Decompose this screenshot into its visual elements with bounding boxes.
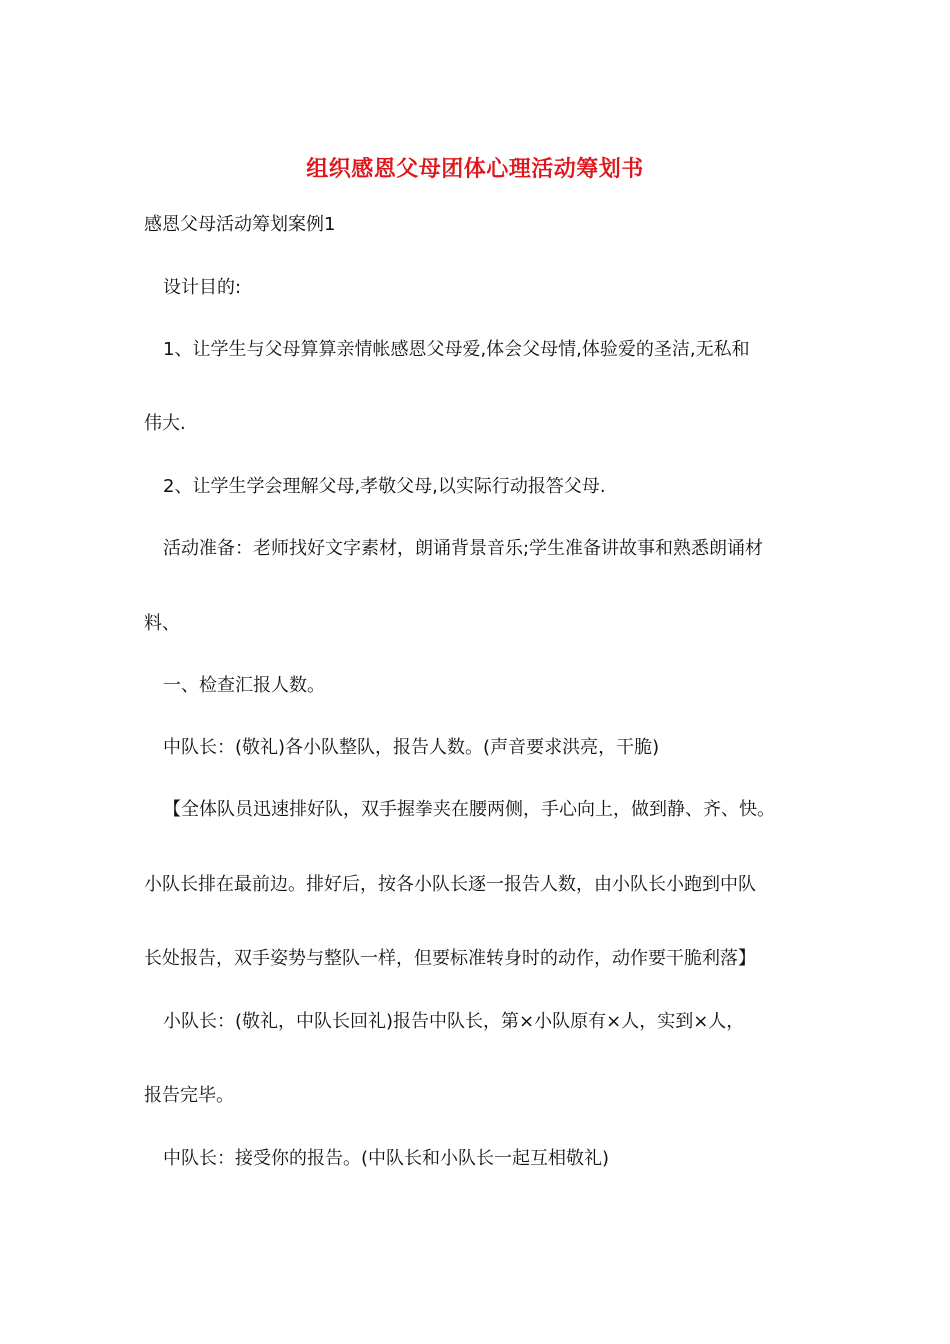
paragraph-team-leader: 小队长：(敬礼，中队长回礼)报告中队长，第×小队原有×人，实到×人， [163,1011,745,1032]
paragraph-instructions: 【全体队员迅速排好队，双手握拳夹在腰两侧，手心向上，做到静、齐、快。 [163,799,775,820]
section-heading: 感恩父母活动筹划案例1 [144,214,336,235]
paragraph-squad-leader-2: 中队长：接受你的报告。(中队长和小队长一起互相敬礼) [163,1148,610,1169]
paragraph-squad-leader-1: 中队长：(敬礼)各小队整队，报告人数。(声音要求洪亮，干脆) [163,737,660,758]
paragraph-preparation: 活动准备：老师找好文字素材，朗诵背景音乐;学生准备讲故事和熟悉朗诵材 [163,538,764,559]
paragraph-purpose-1-cont: 伟大. [144,413,186,434]
paragraph-team-leader-cont: 报告完毕。 [144,1085,234,1106]
paragraph-purpose-2: 2、让学生学会理解父母,孝敬父母,以实际行动报答父母. [163,476,606,497]
paragraph-instructions-cont-2: 长处报告，双手姿势与整队一样，但要标准转身时的动作，动作要干脆利落】 [144,948,756,969]
paragraph-purpose-1: 1、让学生与父母算算亲情帐感恩父母爱,体会父母情,体验爱的圣洁,无私和 [163,339,750,360]
paragraph-instructions-cont-1: 小队长排在最前边。排好后，按各小队长逐一报告人数，由小队长小跑到中队 [144,874,756,895]
paragraph-preparation-cont: 料、 [144,613,180,634]
paragraph-design-purpose: 设计目的: [163,277,242,298]
document-title: 组织感恩父母团体心理活动筹划书 [306,157,644,182]
paragraph-step-1: 一、检查汇报人数。 [163,675,325,696]
